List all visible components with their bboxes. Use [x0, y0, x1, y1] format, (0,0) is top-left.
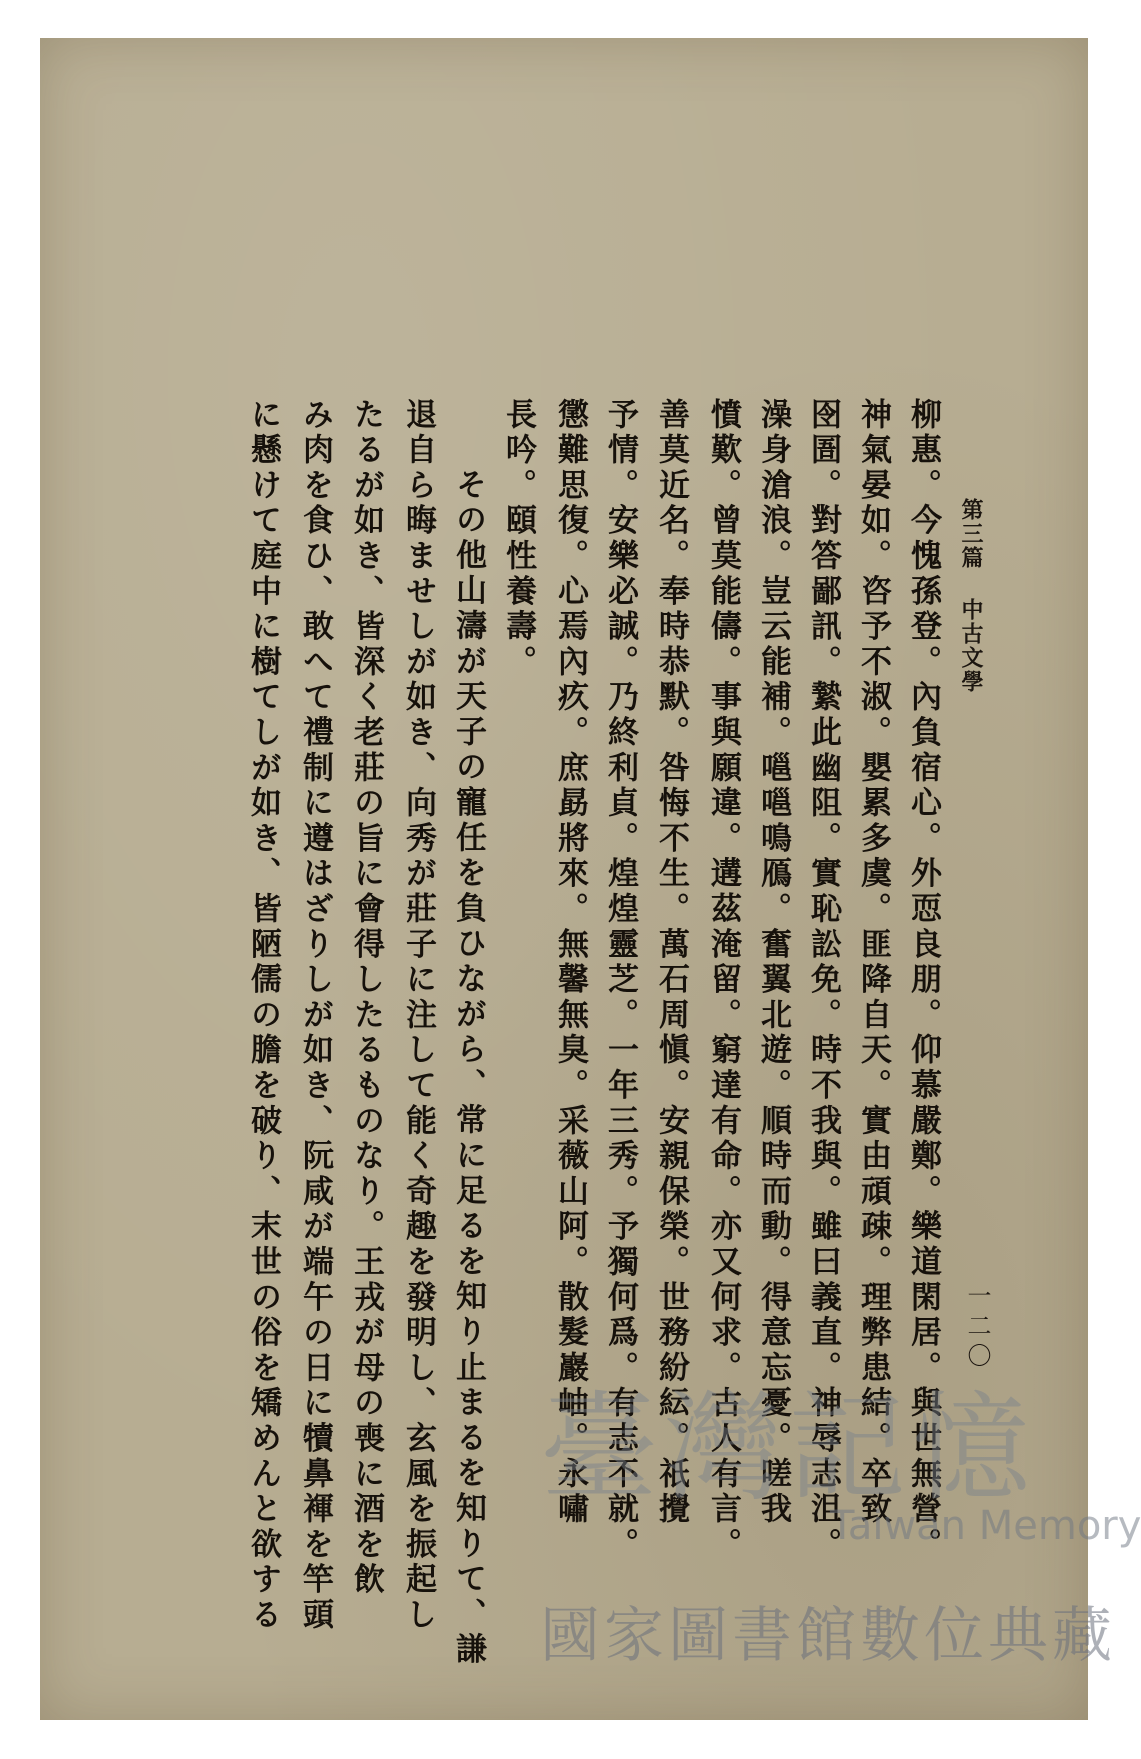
chapter-heading: 中古文學 — [958, 598, 984, 694]
watermark-latin-text: Taiwan Memory — [830, 1503, 1141, 1549]
text-line: に懸けて庭中に樹てしが如き、皆陋儒の膽を破り、末世の俗を矯めんと欲する — [245, 398, 281, 1634]
book-page-scan — [40, 38, 1141, 1720]
section-heading: 第三篇 — [958, 498, 984, 570]
text-line: 憤歎。曾莫能儔。事與願違。遘茲淹留。窮達有命。亦又何求。古人有言。 — [705, 398, 741, 1563]
watermark-caption: 國家圖書館數位典藏 — [540, 1601, 1116, 1671]
text-line: 懲難思復。心焉內疚。庶勗將來。無馨無臭。采薇山阿。散髮巖岫。永嘯 — [552, 398, 588, 1528]
text-line: 善莫近名。奉時恭默。咎悔不生。萬石周愼。安親保榮。世務紛紜。祇攪 — [653, 398, 689, 1528]
watermark-logo-text: 臺灣記憶 — [540, 1379, 1037, 1517]
text-line: たるが如き、皆深く老莊の旨に會得したるものなり。王戎が母の喪に酒を飲 — [348, 398, 384, 1599]
text-line: 澡身滄浪。豈云能補。嗈嗈鳴鴈。奮翼北遊。順時而動。得意忘憂。嗟我 — [755, 398, 791, 1528]
text-line: 神氣晏如。咨予不淑。嬰累多虞。匪降自天。實由頑疎。理弊患結。卒致 — [855, 398, 891, 1528]
text-line: 退自ら晦ませしが如き、向秀が莊子に注して能く奇趣を發明し、玄風を振起し — [400, 398, 436, 1634]
text-line: 予情。安樂必誠。乃終利貞。煌煌靈芝。一年三秀。予獨何爲。有志不就。 — [602, 398, 638, 1563]
text-line: その他山濤が天子の寵任を負ひながら、常に足るを知り止まるを知りて、謙 — [450, 468, 486, 1669]
text-line: み肉を食ひ、敢へて禮制に遵はざりしが如き、阮咸が端午の日に犢鼻褌を竿頭 — [297, 398, 333, 1634]
text-line: 長吟。頤性養壽。 — [500, 398, 536, 681]
text-line: 囹圄。對答鄙訊。縶此幽阻。實恥訟免。時不我與。雖曰義直。神辱志沮。 — [805, 398, 841, 1563]
text-line: 柳惠。今愧孫登。內負宿心。外恧良朋。仰慕嚴鄭。樂道閑居。與世無營。 — [905, 398, 941, 1563]
page-number: 一二〇 — [963, 1283, 991, 1373]
